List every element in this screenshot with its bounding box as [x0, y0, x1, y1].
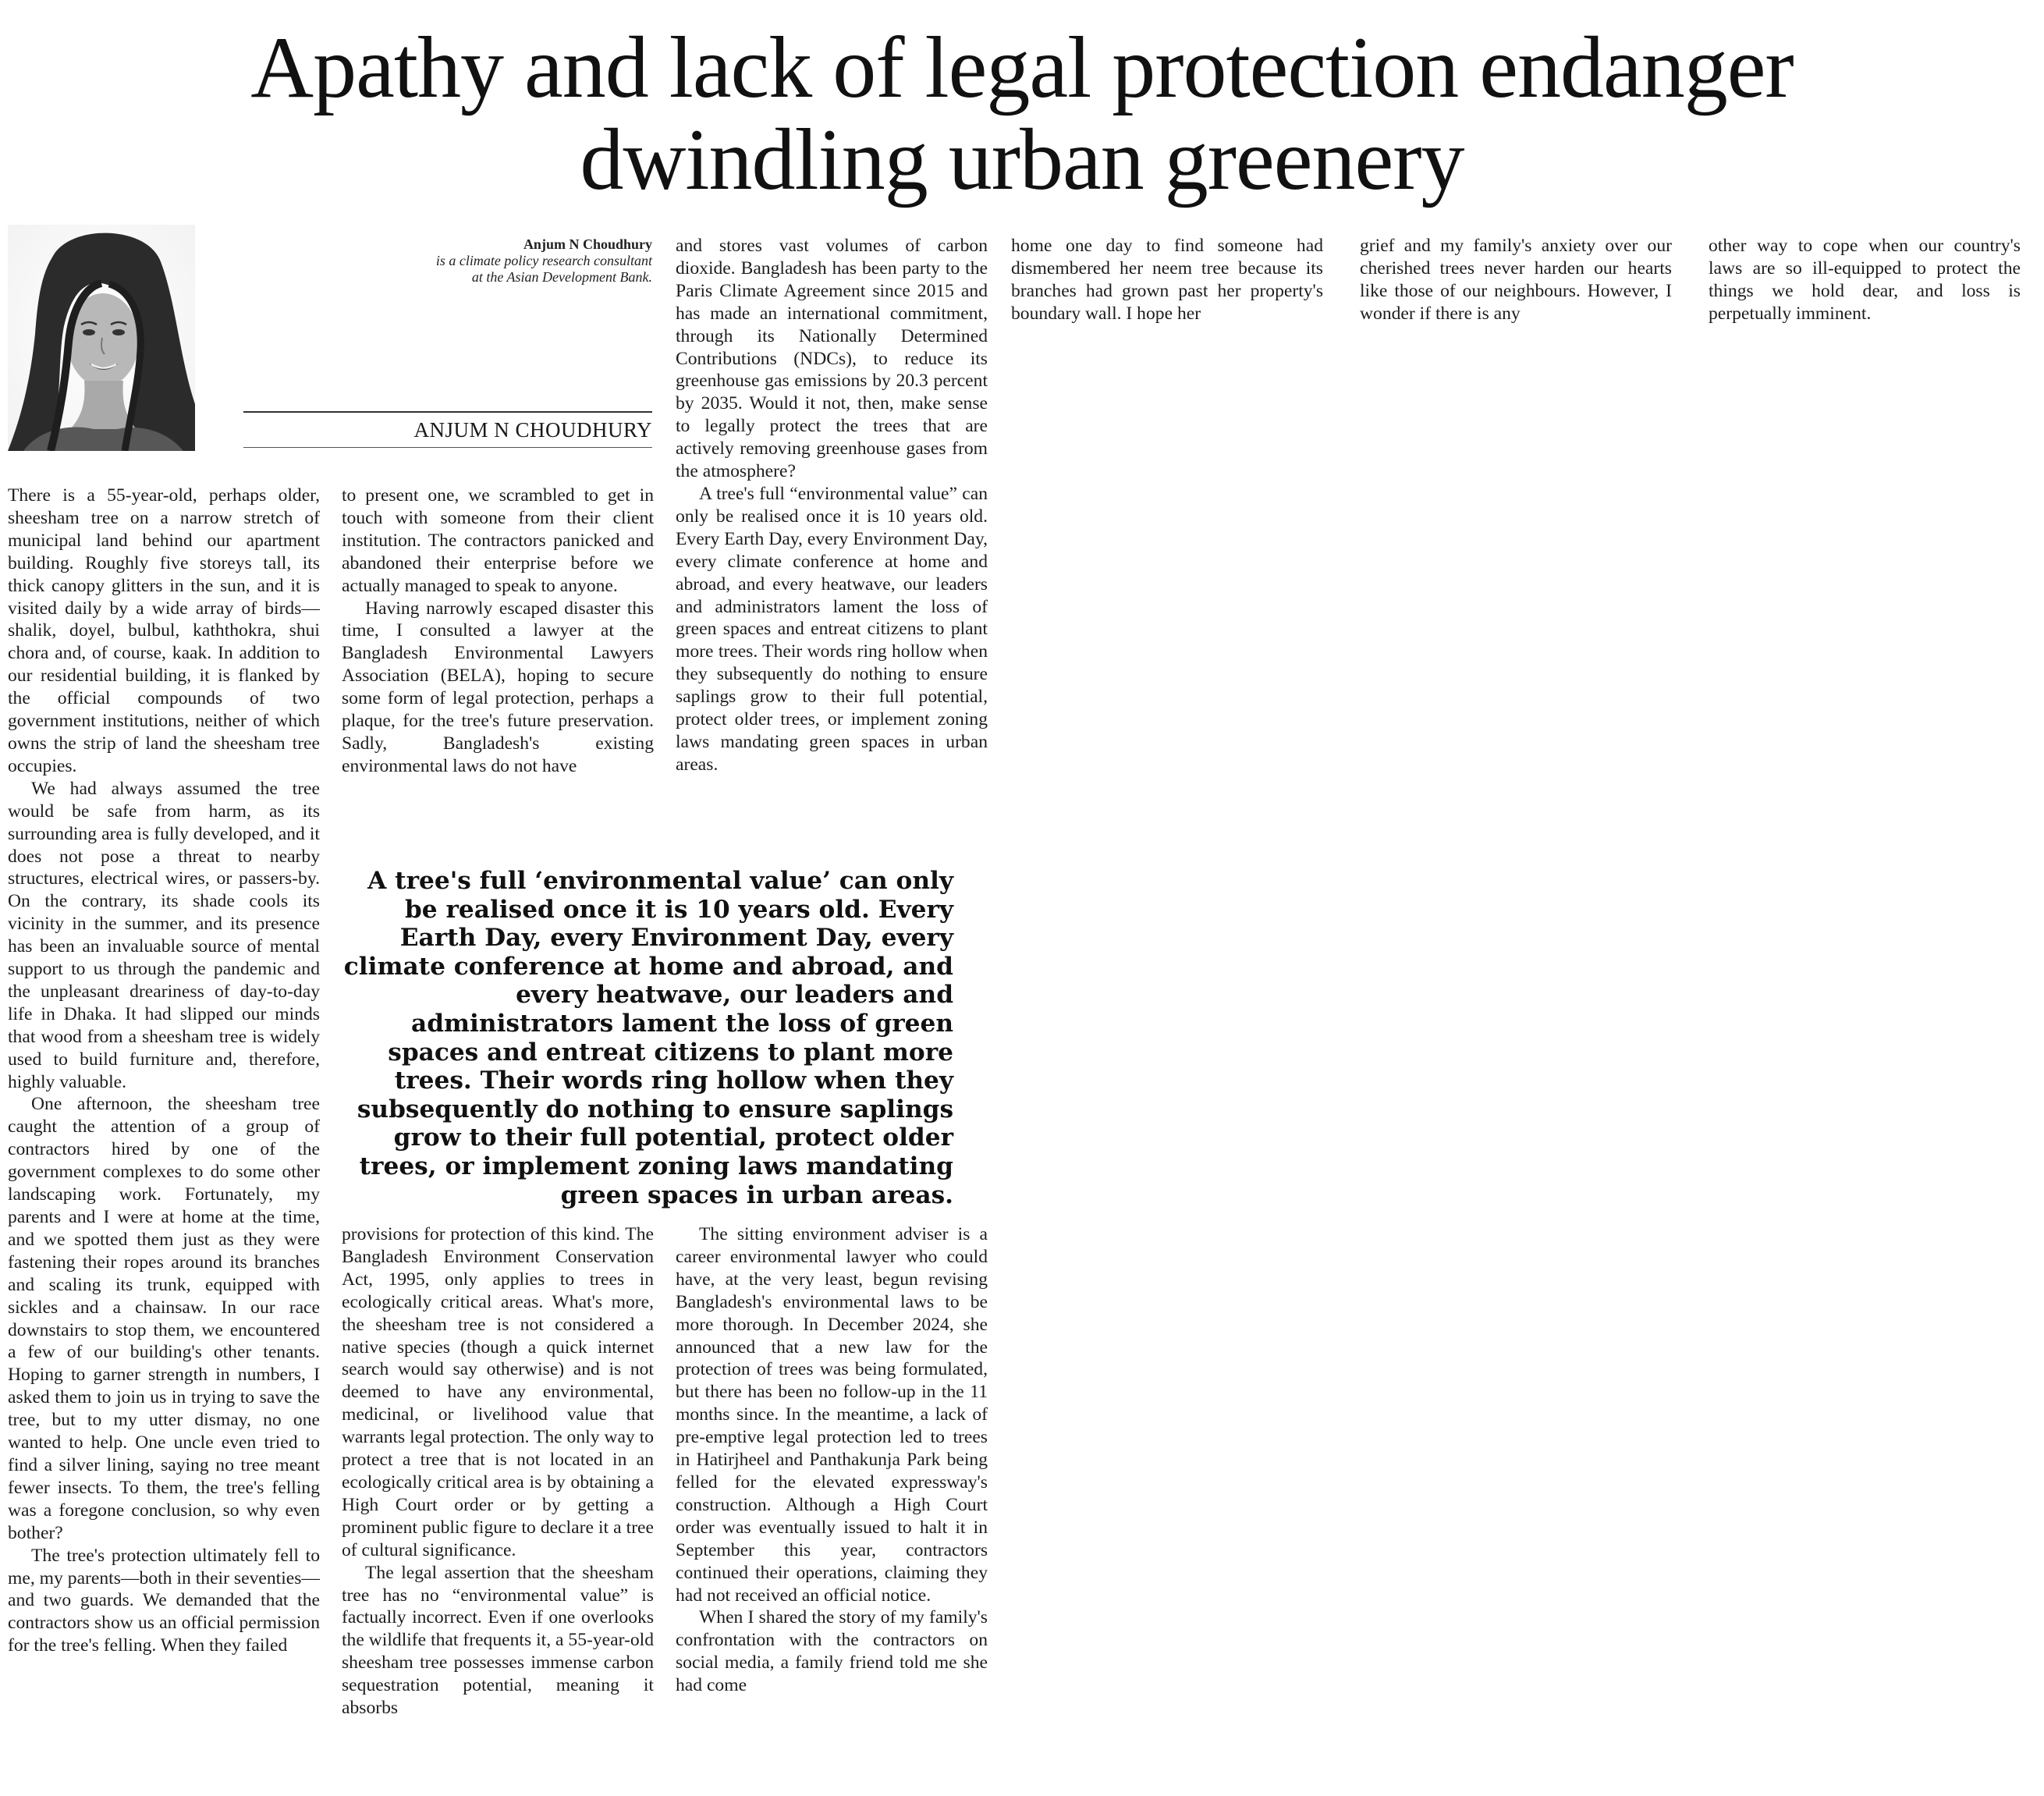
author-desc-2: at the Asian Development Bank.: [471, 269, 652, 285]
column-5: [1360, 235, 1672, 325]
paragraph: A tree's full “environmental value” can only be realised once it is 10 years old. Every Earth Day, every Environment Day, every climate conference at home and abroad, and every heatwave, our leaders and administrators lament the loss of green spaces and entreat citizens to plant more trees. Their words ring hollow when they subsequently do nothing to ensure saplings grow to their full potential, protect older trees, or implement zoning laws mandating green spaces in urban areas.: [676, 483, 988, 775]
paragraph: Having narrowly escaped disaster this time, I consulted a lawyer at the Bangladesh Environmental Lawyers Association (BELA), hoping to secure some form of legal protection, perhaps a plaque, for the tree's future preservation. Sadly, Bangladesh's existing environmental laws do not have: [342, 598, 654, 776]
column-2-bottom: [342, 1223, 654, 1720]
author-info: [234, 236, 652, 286]
headline-line-1: Apathy and lack of legal protection endanger: [250, 20, 1794, 116]
headline: [0, 22, 2044, 206]
paragraph: to present one, we scrambled to get in touch with someone from their client institution. The contractors panicked and abandoned their enterprise before we actually managed to speak to anyone.: [342, 485, 654, 596]
byline-rule-top: [243, 411, 652, 413]
column-3-bottom: [676, 1223, 988, 1697]
headline-line-2: dwindling urban greenery: [580, 112, 1464, 208]
pull-quote: A tree's full ‘environmental value’ can only be realised once it is 10 years old. Every Earth Day, every Environment Day, every climate conference at home and abroad, and every heatwave, our leaders and administrators lament the loss of green spaces and entreat citizens to plant more trees. Their words ring hollow when they subsequently do nothing to ensure saplings grow to their full potential, protect older trees, or implement zoning laws mandating green spaces in urban areas.: [343, 867, 953, 1209]
byline-rule-bottom: [243, 447, 652, 448]
author-desc-1: is a climate policy research consultant: [435, 253, 652, 268]
paragraph: The legal assertion that the sheesham tree has no “environmental value” is factually incorrect. Even if one overlooks the wildlife that frequents it, a 55-year-old sheesham tree possesses immense carbon sequestration potential, meaning it absorbs: [342, 1562, 654, 1719]
paragraph: other way to cope when our country's laws are so ill-equipped to protect the things we hold dear, and loss is perpetually imminent.: [1709, 236, 2021, 324]
paragraph: When I shared the story of my family's confrontation with the contractors on social media, a family friend told me she had come: [676, 1607, 988, 1696]
paragraph: The sitting environment adviser is a career environmental lawyer who could have, at the very least, begun revising Bangladesh's environmental laws to be more thorough. In December 2024, she announced that a new law for the protection of trees was being formulated, but there has been no follow-up in the 11 months since. In the meantime, a lack of pre-emptive legal protection led to trees in Hatirjheel and Panthakunja Park being felled for the elevated expressway's construction. Although a High Court order was eventually issued to halt it in September this year, contractors continued their operations, claiming they had not received an official notice.: [676, 1224, 988, 1606]
paragraph: provisions for protection of this kind. The Bangladesh Environment Conservation Act, 1995, only applies to trees in ecologically critical areas. What's more, the sheesham tree is not considered a native species (though a quick internet search would say otherwise) and is not deemed to have any environmental, medicinal, or livelihood value that warrants legal protection. The only way to protect a tree that is not located in an ecologically critical area is by obtaining a High Court order or by getting a prominent public figure to declare it a tree of cultural significance.: [342, 1224, 654, 1560]
author-signature: ANJUM N CHOUDHURY: [413, 418, 652, 442]
column-6: [1709, 235, 2021, 325]
column-2-top: [342, 484, 654, 778]
author-photo: [8, 225, 195, 451]
paragraph: home one day to find someone had dismembered her neem tree because its branches had grown past her property's boundary wall. I hope her: [1011, 236, 1323, 324]
column-4: [1011, 235, 1323, 325]
paragraph: grief and my family's anxiety over our cherished trees never harden our hearts like those of our neighbours. However, I wonder if there is any: [1360, 236, 1672, 324]
paragraph: and stores vast volumes of carbon dioxide. Bangladesh has been party to the Paris Climate Agreement since 2015 and has made an international commitment, through its Nationally Determined Contributions (NDCs), to reduce its greenhouse gas emissions by 20.3 percent by 2035. Would it not, then, make sense to legally protect the trees that are actively removing greenhouse gases from the atmosphere?: [676, 236, 988, 482]
author-name: Anjum N Choudhury: [523, 236, 652, 252]
paragraph: We had always assumed the tree would be safe from harm, as its surrounding area is fully developed, and it does not pose a threat to nearby structures, electrical wires, or passers-by. On the contrary, its shade cools its vicinity in the summer, and its presence has been an invaluable source of mental support to us through the pandemic and the unpleasant dreariness of day-to-day life in Dhaka. It had slipped our minds that wood from a sheesham tree is widely used to build furniture and, therefore, highly valuable.: [8, 778, 320, 1092]
column-3-top: [676, 235, 988, 776]
paragraph: There is a 55-year-old, perhaps older, sheesham tree on a narrow stretch of municipal land behind our apartment building. Roughly five storeys tall, its thick canopy glitters in the sun, and it is visited daily by a wide array of birds—shalik, doyel, bulbul, kaththokra, shui chora and, of course, kaak. In addition to our residential building, it is flanked by the official compounds of two government institutions, neither of which owns the strip of land the sheesham tree occupies.: [8, 485, 320, 776]
paragraph: The tree's protection ultimately fell to me, my parents—both in their seventies—and two guards. We demanded that the contractors show us an official permission for the tree's felling. When they failed: [8, 1545, 320, 1656]
column-1: [8, 484, 320, 1657]
paragraph: One afternoon, the sheesham tree caught the attention of a group of contractors hired by one of the government complexes to do some other landscaping work. Fortunately, my parents and I were at home at the time, and we spotted them just as they were fastening their ropes around its branches and scaling its trunk, equipped with sickles and a chainsaw. In our race downstairs to stop them, we encountered a few of our building's other tenants. Hoping to garner strength in numbers, I asked them to join us in trying to save the tree, but to my utter dismay, no one wanted to help. One uncle even tried to find a silver lining, saying no tree meant fewer insects. To them, the tree's felling was a foregone conclusion, so why even bother?: [8, 1094, 320, 1543]
